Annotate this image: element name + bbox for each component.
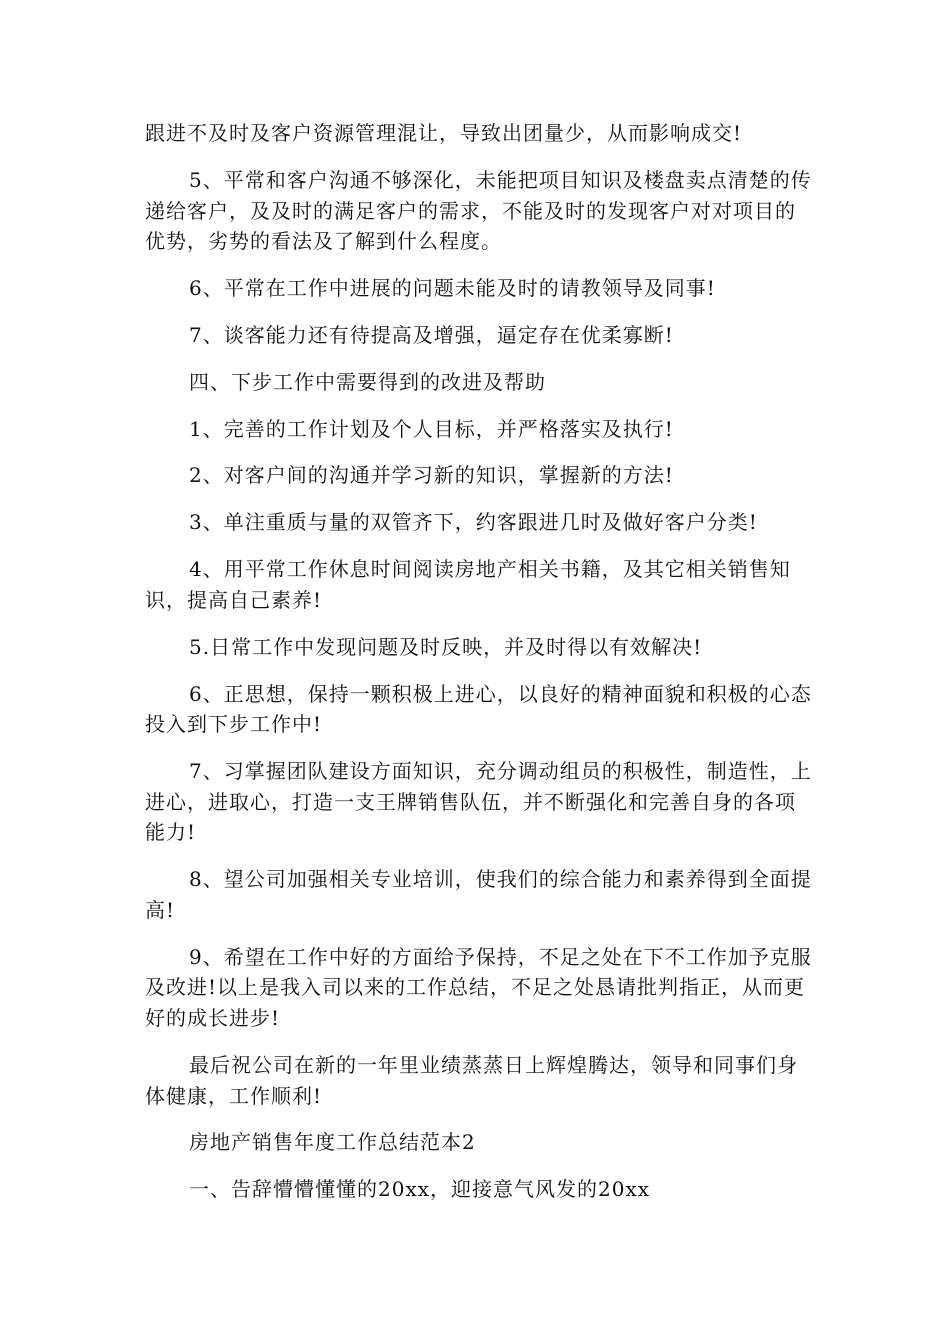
paragraph-7: 3、单注重质与量的双管齐下，约客跟进几时及做好客户分类! (189, 510, 758, 535)
paragraph-3: 6、平常在工作中进展的问题未能及时的请教领导及同事! (189, 276, 716, 301)
paragraph-12: 8、望公司加强相关专业培训，使我们的综合能力和素养得到全面提高! (145, 867, 812, 922)
paragraph-9: 5.日常工作中发现问题及时反映，并及时得以有效解决! (189, 634, 703, 659)
section-title: 房地产销售年度工作总结范本2 (189, 1130, 476, 1155)
paragraph-6: 2、对客户间的沟通并学习新的知识，掌握新的方法! (189, 463, 674, 488)
paragraph-13: 9、希望在工作中好的方面给予保持，不足之处在下不工作加予克服及改进!以上是我入司以来的工作总结，不足之处恳请批判指正，从而更好的成长进步! (145, 944, 812, 1031)
paragraph-14: 最后祝公司在新的一年里业绩蒸蒸日上辉煌腾达，领导和同事们身体健康，工作顺利! (145, 1052, 798, 1108)
paragraph-11: 7、习掌握团队建设方面知识，充分调动组员的积极性，制造性，上进心，进取心，打造一支王牌销售队伍，并不断强化和完善自身的各项能力! (145, 759, 812, 845)
paragraph-2: 5、平常和客户沟通不够深化，未能把项目知识及楼盘卖点清楚的传递给客户，及及时的满足客户的需求，不能及时的发现客户对对项目的优势，劣势的看法及了解到什么程度。 (145, 167, 812, 254)
paragraph-4: 7、谈客能力还有待提高及增强，逼定存在优柔寡断! (189, 322, 674, 347)
paragraph-8: 4、用平常工作休息时间阅读房地产相关书籍，及其它相关销售知识，提高自己素养! (145, 557, 791, 612)
paragraph-10: 6、正思想，保持一颗积极上进心，以良好的精神面貌和积极的心态投入到下步工作中! (145, 681, 812, 737)
paragraph-5: 1、完善的工作计划及个人目标，并严格落实及执行! (189, 416, 674, 441)
section-heading: 四、下步工作中需要得到的改进及帮助 (189, 369, 546, 394)
paragraph-1: 跟进不及时及客户资源管理混让，导致出团量少，从而影响成交! (145, 121, 743, 145)
section-subheading: 一、告辞懵懵懂懂的20xx，迎接意气风发的20xx (189, 1177, 651, 1202)
